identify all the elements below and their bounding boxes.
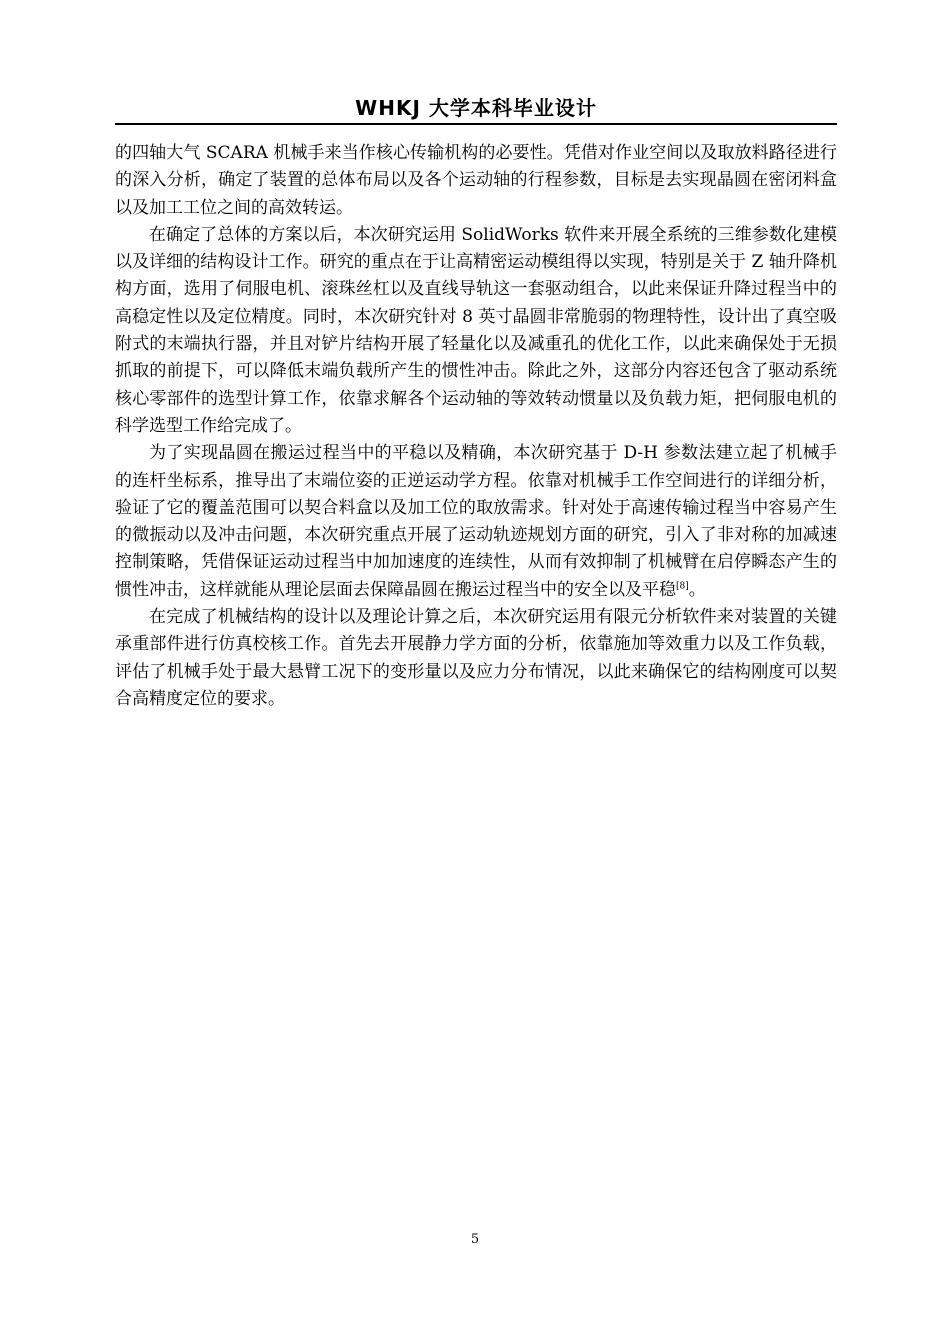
header-divider — [115, 123, 837, 125]
citation-reference: [8] — [676, 581, 689, 592]
paragraph-kinematics — [115, 440, 837, 604]
paragraph-kinematics-text: 为了实现晶圆在搬运过程当中的平稳以及精确，本次研究基于 D-H 参数法建立起了机械手的连杆坐标系，推导出了末端位姿的正逆运动学方程。依靠对机械手工作空间进行的详细分析，验证了它的覆盖范围可以契合料盒以及加工位的取放需求。针对处于高速传输过程当中容易产生的微振动以及冲击问题，本次研究重点开展了运动轨迹规划方面的研究，引入了非对称的加减速控制策略，凭借保证运动过程当中加加速度的连续性，从而有效抑制了机械臂在启停瞬态产生的惯性冲击，这样就能从理论层面去保障晶圆在搬运过程当中的安全以及平稳 — [115, 443, 837, 600]
page-header-title: WHKJ 大学本科毕业设计 — [355, 96, 597, 120]
body-text — [115, 140, 837, 713]
page-number: 5 — [470, 1232, 480, 1247]
paragraph-modeling: 在确定了总体的方案以后，本次研究运用 SolidWorks 软件来开展全系统的三维参数化建模以及详细的结构设计工作。研究的重点在于让高精密运动模组得以实现，特别是关于 Z 轴升降机构方面，选用了伺服电机、滚珠丝杠以及直线导轨这一套驱动组合，以此来保证升降过程当中的高稳定性以及定位精度。同时，本次研究针对 8 英寸晶圆非常脆弱的物理特性，设计出了真空吸附式的末端执行器，并且对铲片结构开展了轻量化以及减重孔的优化工作，以此来确保处于无损抓取的前提下，可以降低末端负载所产生的惯性冲击。除此之外，这部分内容还包含了驱动系统核心零部件的选型计算工作，依靠求解各个运动轴的等效转动惯量以及负载力矩，把伺服电机的科学选型工作给完成了。 — [115, 224, 837, 436]
paragraph-continuation: 的四轴大气 SCARA 机械手来当作核心传输机构的必要性。凭借对作业空间以及取放料路径进行的深入分析，确定了装置的总体布局以及各个运动轴的行程参数，目标是去实现晶圆在密闭料盒以及加工工位之间的高效转运。 — [115, 143, 837, 218]
paragraph-kinematics-end: 。 — [688, 579, 706, 600]
paragraph-fea: 在完成了机械结构的设计以及理论计算之后，本次研究运用有限元分析软件来对装置的关键承重部件进行仿真校核工作。首先去开展静力学方面的分析，依靠施加等效重力以及工作负载，评估了机械手处于最大悬臂工况下的变形量以及应力分布情况，以此来确保它的结构刚度可以契合高精度定位的要求。 — [115, 607, 837, 709]
